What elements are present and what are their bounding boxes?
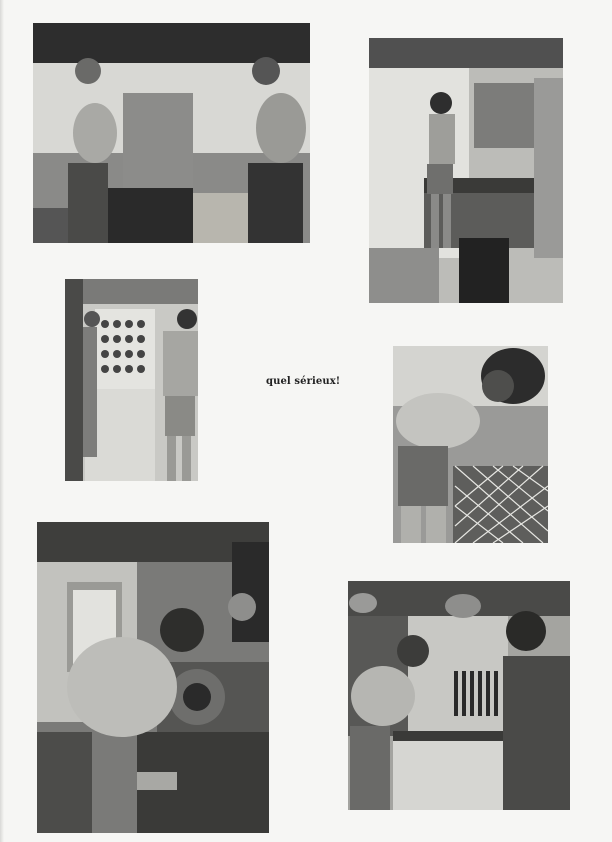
photo-control-panel — [65, 279, 198, 481]
page-spine-shadow — [0, 0, 4, 842]
photo-galley-cook — [369, 38, 563, 303]
photo-grating-work — [393, 346, 548, 543]
page-caption: quel sérieux! — [266, 376, 341, 387]
photo-lathe — [37, 522, 269, 833]
photo-galley-two-men — [33, 23, 310, 243]
photo-workbench-two-men — [348, 581, 570, 810]
